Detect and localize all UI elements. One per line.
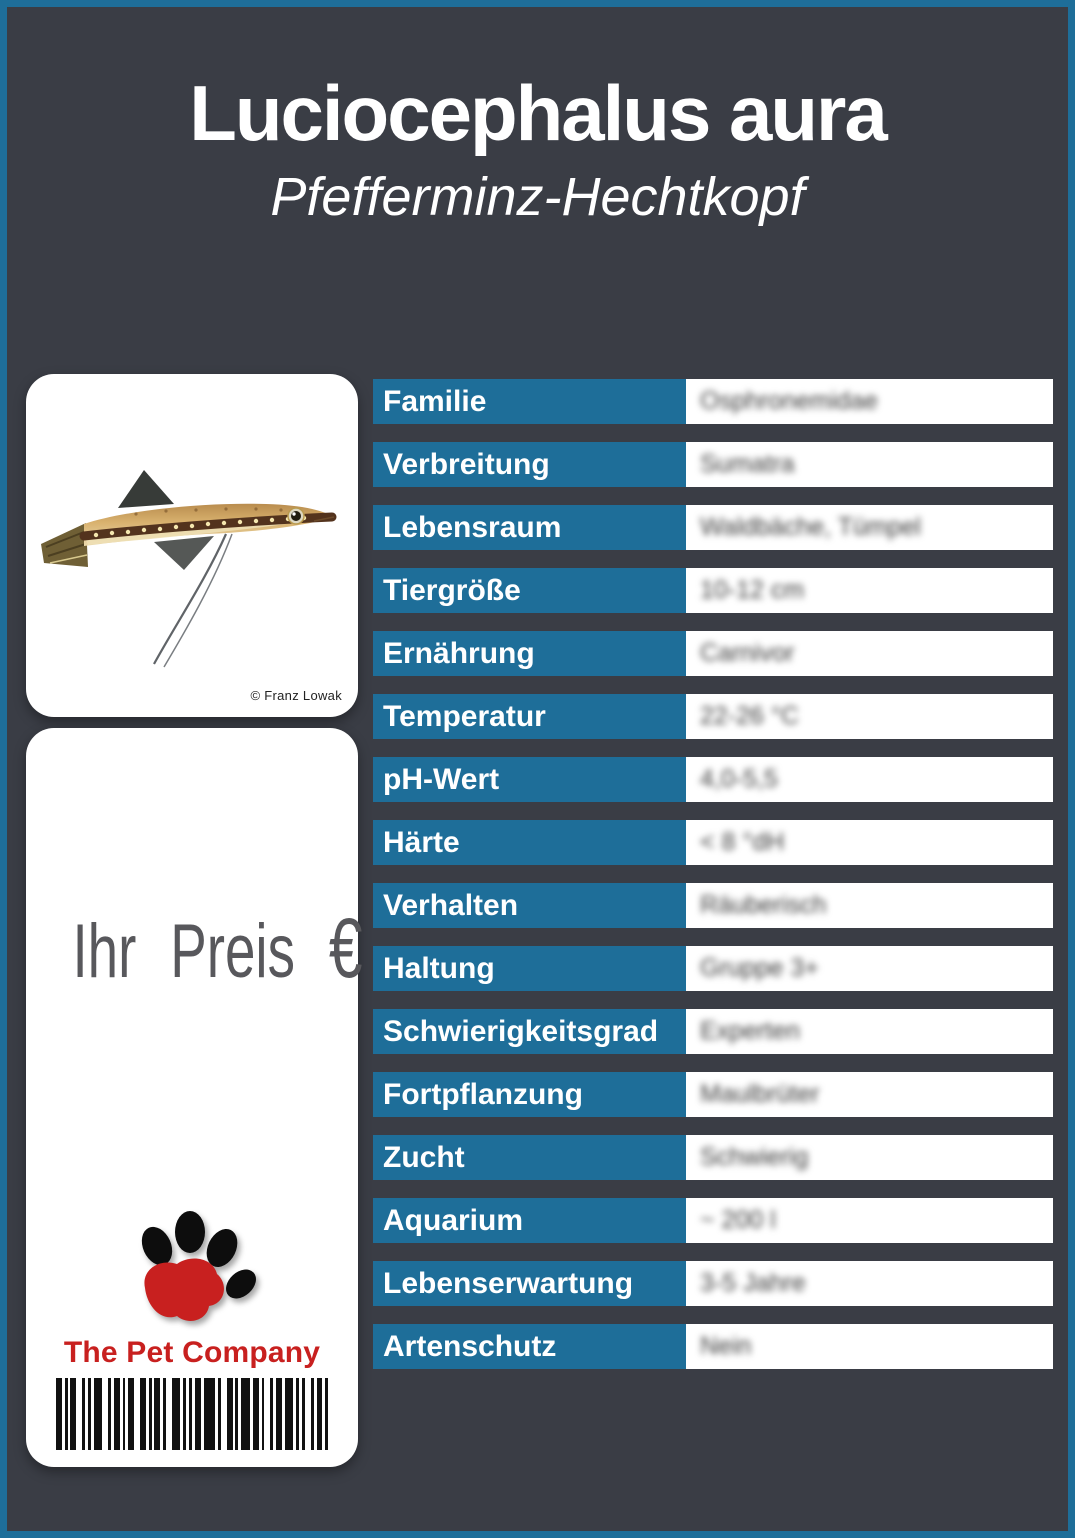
table-row (373, 757, 1053, 802)
price-text: Ihr Preis (72, 909, 295, 994)
row-label: Aquarium (373, 1198, 686, 1243)
row-value: Experten (686, 1009, 1053, 1054)
row-value: Carnivor (686, 631, 1053, 676)
row-label: Schwierigkeitsgrad (373, 1009, 686, 1054)
table-row (373, 1261, 1053, 1306)
row-value: Gruppe 3+ (686, 946, 1053, 991)
paw-logo-icon (117, 1206, 267, 1334)
table-row (373, 1072, 1053, 1117)
brand-name: The Pet Company (63, 1336, 321, 1369)
table-row (373, 568, 1053, 613)
table-row (373, 883, 1053, 928)
table-row (373, 820, 1053, 865)
row-value: Waldbäche, Tümpel (686, 505, 1053, 550)
table-row (373, 1198, 1053, 1243)
price-label (72, 898, 363, 998)
row-label: Tiergröße (373, 568, 686, 613)
euro-sign: € (328, 901, 363, 995)
row-label: Verbreitung (373, 442, 686, 487)
paw-pad (144, 1259, 224, 1321)
row-value: Sumatra (686, 442, 1053, 487)
fish-photo-box (26, 374, 358, 717)
row-label: Haltung (373, 946, 686, 991)
table-row (373, 694, 1053, 739)
fish-dorsal-fin (118, 470, 174, 508)
header (7, 7, 1068, 233)
row-label: Temperatur (373, 694, 686, 739)
row-value: ~ 200 l (686, 1198, 1053, 1243)
table-row (373, 442, 1053, 487)
row-value: 22-26 °C (686, 694, 1053, 739)
table-row (373, 1135, 1053, 1180)
row-value: 3-5 Jahre (686, 1261, 1053, 1306)
barcode (56, 1378, 332, 1450)
table-row (373, 379, 1053, 424)
row-value: 10-12 cm (686, 568, 1053, 613)
row-label: pH-Wert (373, 757, 686, 802)
row-value: < 8 °dH (686, 820, 1053, 865)
row-value: Maulbrüter (686, 1072, 1053, 1117)
species-title: Luciocephalus aura (189, 69, 886, 157)
label-page (7, 7, 1068, 1531)
row-label: Zucht (373, 1135, 686, 1180)
table-row (373, 631, 1053, 676)
row-label: Härte (373, 820, 686, 865)
row-value: Nein (686, 1324, 1053, 1369)
row-label: Verhalten (373, 883, 686, 928)
fish-pelvic-fin (154, 536, 214, 570)
photo-credit: © Franz Lowak (250, 688, 342, 703)
row-value: Schwierig (686, 1135, 1053, 1180)
row-value: Räuberisch (686, 883, 1053, 928)
row-value: 4,0-5,5 (686, 757, 1053, 802)
common-name-subtitle: Pfefferminz-Hechtkopf (270, 167, 805, 227)
table-row (373, 1324, 1053, 1369)
row-label: Familie (373, 379, 686, 424)
table-row (373, 1009, 1053, 1054)
row-label: Fortpflanzung (373, 1072, 686, 1117)
fish-photo (26, 374, 358, 717)
row-label: Lebensraum (373, 505, 686, 550)
table-row (373, 505, 1053, 550)
row-label: Lebenserwartung (373, 1261, 686, 1306)
price-box (26, 728, 363, 1467)
row-label: Artenschutz (373, 1324, 686, 1369)
row-label: Ernährung (373, 631, 686, 676)
row-value: Osphronemidae (686, 379, 1053, 424)
spec-table (373, 379, 1053, 1387)
table-row (373, 946, 1053, 991)
